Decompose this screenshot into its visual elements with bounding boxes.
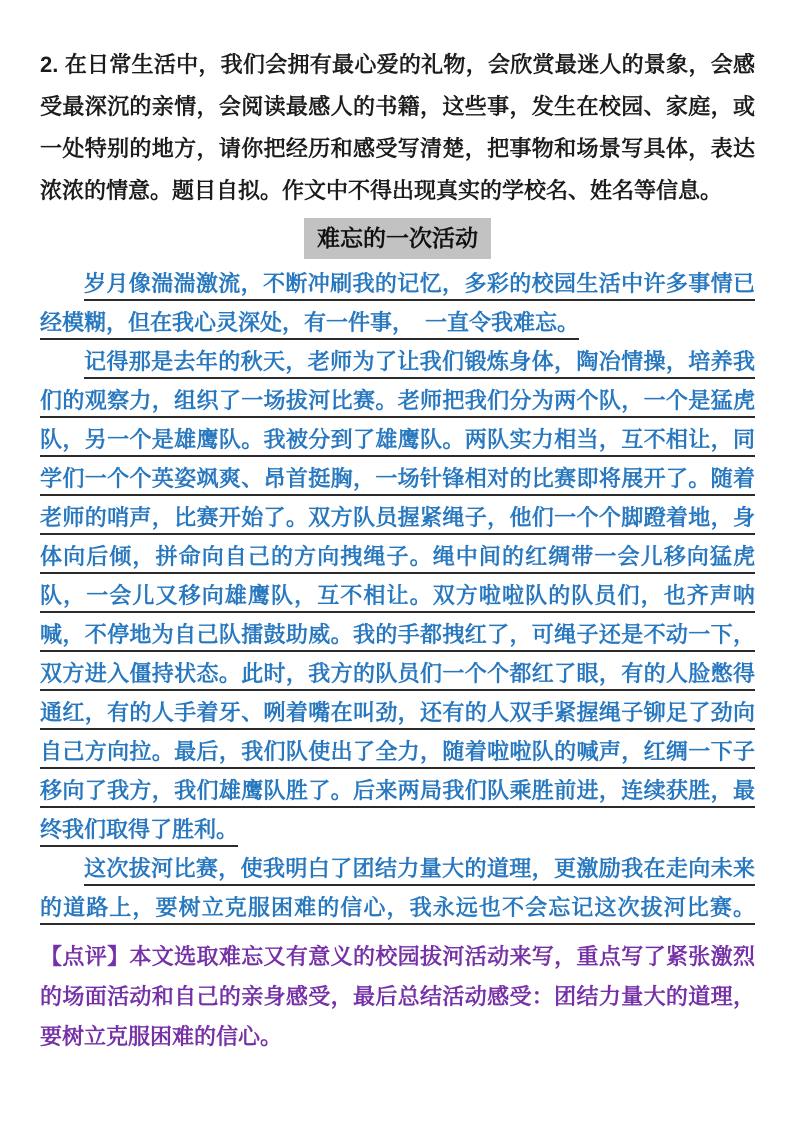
prompt-line: 一处特别的地方，请你把经历和感受写清楚，把事物和场景写具体，表达 xyxy=(40,136,755,161)
comment-line: 要树立克服困难的信心。 xyxy=(40,1024,283,1049)
essay-paragraph xyxy=(40,269,755,347)
essay-line: 队，另一个是雄鹰队。我被分到了雄鹰队。两队实力相当，互不相让，同 xyxy=(40,425,755,457)
essay-line: 双方进入僵持状态。此时，我方的队员们一个个都红了眼，有的人脸憋得 xyxy=(40,659,755,691)
essay-body xyxy=(40,269,755,925)
essay-line: 自己方向拉。最后，我们队使出了全力，随着啦啦队的喊声，红绸一下子 xyxy=(40,737,755,769)
essay-line: 喊，不停地为自己队擂鼓助威。我的手都拽红了，可绳子还是不动一下， xyxy=(40,620,755,652)
essay-paragraph xyxy=(40,854,755,925)
comment-paragraph xyxy=(40,937,755,1057)
essay-title-row xyxy=(40,218,755,259)
prompt-line: 浓浓的情意。题目自拟。作文中不得出现真实的学校名、姓名等信息。 xyxy=(40,178,723,203)
prompt-line: 2. 在日常生活中，我们会拥有最心爱的礼物，会欣赏最迷人的景象，会感 xyxy=(40,52,755,77)
essay-line: 记得那是去年的秋天，老师为了让我们锻炼身体，陶冶情操，培养我 xyxy=(84,347,755,379)
essay-line: 这次拔河比赛，使我明白了团结力量大的道理，更激励我在走向未来 xyxy=(84,854,755,886)
essay-line: 经模糊，但在我心灵深处，有一件事， 一直令我难忘。 xyxy=(40,308,579,340)
essay-title: 难忘的一次活动 xyxy=(304,218,491,259)
essay-line: 移向了我方，我们雄鹰队胜了。后来两局我们队乘胜前进，连续获胜，最 xyxy=(40,776,755,808)
essay-line: 通红，有的人手着牙、咧着嘴在叫劲，还有的人双手紧握绳子铆足了劲向 xyxy=(40,698,755,730)
essay-paragraph xyxy=(40,347,755,854)
essay-line-row xyxy=(40,815,755,854)
essay-line: 学们一个个英姿飒爽、昂首挺胸，一场针锋相对的比赛即将展开了。随着 xyxy=(40,464,755,496)
essay-line: 的道路上，要树立克服困难的信心，我永远也不会忘记这次拔河比赛。 xyxy=(40,893,755,925)
comment-line: 的场面活动和自己的亲身感受，最后总结活动感受：团结力量大的道理， xyxy=(40,984,755,1009)
essay-line: 们的观察力，组织了一场拔河比赛。老师把我们分为两个队，一个是猛虎 xyxy=(40,386,755,418)
essay-line: 终我们取得了胜利。 xyxy=(40,815,238,847)
comment-line: 【点评】本文选取难忘又有意义的校园拔河活动来写，重点写了紧张激烈 xyxy=(40,944,755,969)
essay-line: 队，一会儿又移向雄鹰队，互不相让。双方啦啦队的队员们，也齐声呐 xyxy=(40,581,755,613)
essay-line: 体向后倾，拼命向自己的方向拽绳子。绳中间的红绸带一会儿移向猛虎 xyxy=(40,542,755,574)
essay-line: 岁月像湍湍激流，不断冲刷我的记忆，多彩的校园生活中许多事情已 xyxy=(84,269,755,301)
essay-line: 老师的哨声，比赛开始了。双方队员握紧绳子，他们一个个脚蹬着地，身 xyxy=(40,503,755,535)
prompt-paragraph xyxy=(40,44,755,212)
essay-line-row xyxy=(40,308,755,347)
prompt-line: 受最深沉的亲情，会阅读最感人的书籍，这些事，发生在校园、家庭，或 xyxy=(40,94,755,119)
